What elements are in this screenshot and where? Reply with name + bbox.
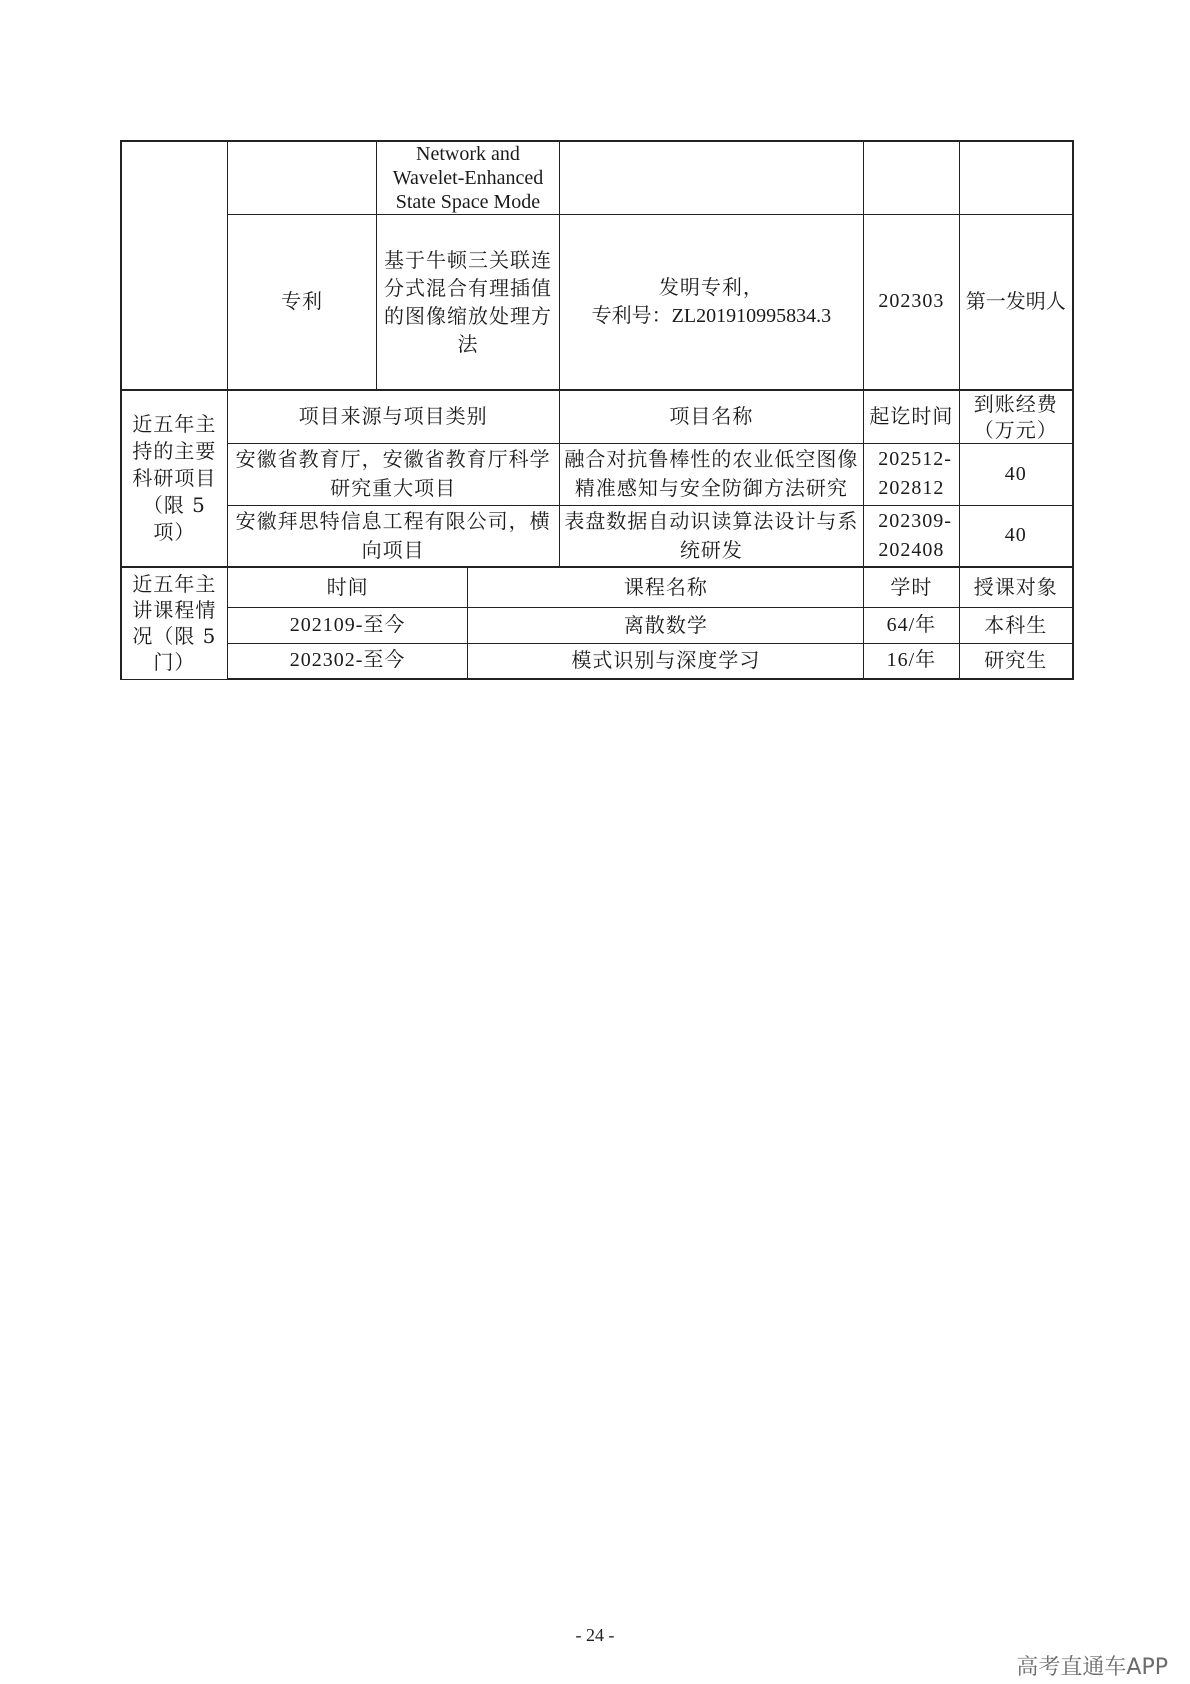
- projects-header-source: 项目来源与项目类别: [227, 390, 559, 444]
- projects-section-label: 近五年主持的主要科研项目（限 5 项）: [121, 390, 227, 568]
- projects-header-name: 项目名称: [559, 390, 864, 444]
- paper-title-tail: Network and Wavelet-Enhanced State Space Mode: [392, 143, 544, 213]
- paper-role-cell: [959, 141, 1073, 215]
- project-funding: 40: [959, 505, 1073, 567]
- project-name: 融合对抗鲁棒性的农业低空图像精准感知与安全防御方法研究: [559, 443, 864, 505]
- patent-name: 基于牛顿三关联连分式混合有理插值的图像缩放处理方法: [377, 215, 559, 390]
- paper-date-cell: [864, 141, 959, 215]
- projects-header-period: 起讫时间: [864, 390, 959, 444]
- courses-header-name: 课程名称: [468, 567, 864, 607]
- project-source: 安徽省教育厅，安徽省教育厅科学研究重大项目: [227, 443, 559, 505]
- courses-section-label: 近五年主讲课程情况（限 5 门）: [121, 567, 227, 679]
- project-source: 安徽拜思特信息工程有限公司，横向项目: [227, 505, 559, 567]
- project-period: 202309-202408: [864, 505, 959, 567]
- project-funding: 40: [959, 443, 1073, 505]
- paper-detail-cell: [559, 141, 864, 215]
- page-number: - 24 -: [575, 1625, 615, 1645]
- project-name: 表盘数据自动识读算法设计与系统研发: [559, 505, 864, 567]
- course-name: 模式识别与深度学习: [468, 643, 864, 679]
- section-label-empty: [121, 141, 227, 390]
- patent-detail-line1: 发明专利，: [658, 274, 764, 299]
- course-audience: 研究生: [959, 643, 1073, 679]
- course-time: 202109-至今: [227, 607, 468, 643]
- patent-role: 第一发明人: [959, 215, 1073, 390]
- course-time: 202302-至今: [227, 643, 468, 679]
- patent-date: 202303: [864, 215, 959, 390]
- projects-header-funding: 到账经费（万元）: [959, 390, 1073, 444]
- patent-detail: [559, 215, 864, 390]
- courses-header-time: 时间: [227, 567, 468, 607]
- patent-detail-line2: 专利号：ZL201910995834.3: [591, 304, 832, 327]
- courses-header-hours: 学时: [864, 567, 959, 607]
- paper-type-cell: [227, 141, 377, 215]
- course-hours: 16/年: [864, 643, 959, 679]
- course-hours: 64/年: [864, 607, 959, 643]
- paper-title-cell: [377, 141, 559, 215]
- project-period: 202512-202812: [864, 443, 959, 505]
- courses-header-audience: 授课对象: [959, 567, 1073, 607]
- course-name: 离散数学: [468, 607, 864, 643]
- patent-type: 专利: [227, 215, 377, 390]
- achievements-table: [120, 140, 1074, 680]
- course-audience: 本科生: [959, 607, 1073, 643]
- watermark-text: 高考直通车APP: [1016, 1655, 1168, 1680]
